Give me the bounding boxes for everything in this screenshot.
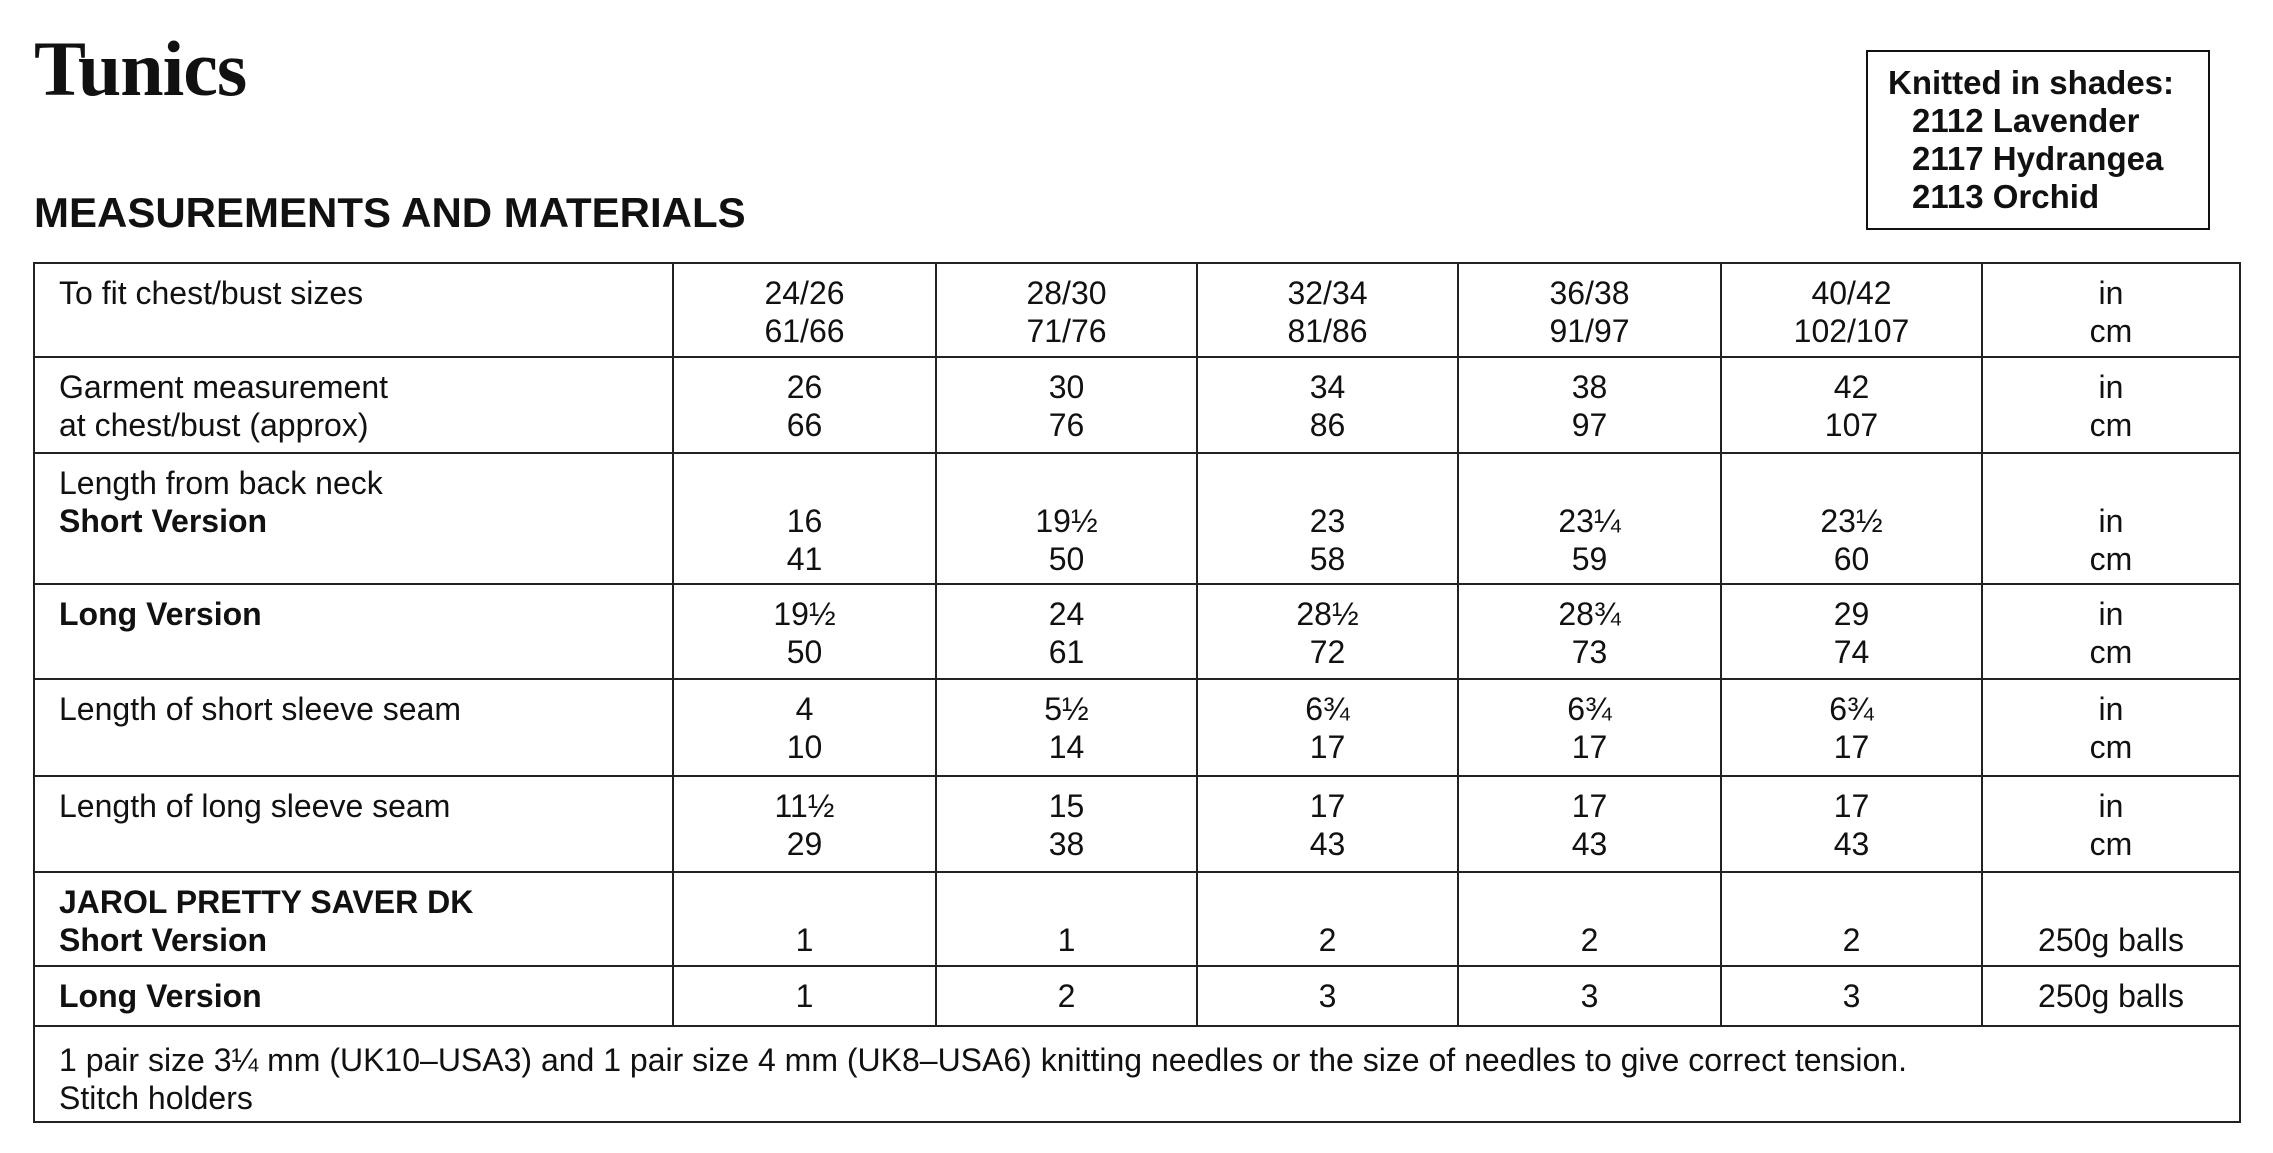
value-cell: 28¾ 73 bbox=[1458, 584, 1721, 679]
unit-cell: 250g balls bbox=[1982, 966, 2240, 1026]
note-line: 1 pair size 3¼ mm (UK10–USA3) and 1 pair size 4 mm (UK8–USA6) knitting needles or the size of needles to give correct tension. bbox=[59, 1042, 1907, 1078]
unit-cell: in cm bbox=[1982, 679, 2240, 776]
value-cell: 36/38 91/97 bbox=[1458, 263, 1721, 357]
unit-cell: 250g balls bbox=[1982, 872, 2240, 966]
value-cell: 3 bbox=[1197, 966, 1458, 1026]
value-cell: 28½ 72 bbox=[1197, 584, 1458, 679]
table-row bbox=[34, 263, 2240, 357]
table-row bbox=[34, 453, 2240, 584]
table-row bbox=[34, 357, 2240, 453]
value-cell: 17 43 bbox=[1197, 776, 1458, 872]
value-cell: 29 74 bbox=[1721, 584, 1982, 679]
value-cell: 2 bbox=[936, 966, 1197, 1026]
row-label: Garment measurement at chest/bust (approx) bbox=[34, 357, 673, 453]
table-row bbox=[34, 584, 2240, 679]
value-cell: 24/26 61/66 bbox=[673, 263, 936, 357]
row-label: JAROL PRETTY SAVER DK Short Version bbox=[34, 872, 673, 966]
value-cell: 3 bbox=[1458, 966, 1721, 1026]
row-label: Length of long sleeve seam bbox=[34, 776, 673, 872]
value-cell: 40/42 102/107 bbox=[1721, 263, 1982, 357]
value-cell: 28/30 71/76 bbox=[936, 263, 1197, 357]
page-title: Tunics bbox=[34, 25, 247, 112]
value-cell: 1 bbox=[936, 872, 1197, 966]
value-cell: 3 bbox=[1721, 966, 1982, 1026]
row-label: Length of short sleeve seam bbox=[34, 679, 673, 776]
shade-item: 2113 Orchid bbox=[1912, 178, 2100, 215]
value-cell: 15 38 bbox=[936, 776, 1197, 872]
value-cell: 6¾ 17 bbox=[1458, 679, 1721, 776]
value-cell: 5½ 14 bbox=[936, 679, 1197, 776]
unit-cell: in cm bbox=[1982, 453, 2240, 584]
value-cell: 2 bbox=[1197, 872, 1458, 966]
value-cell: 23 58 bbox=[1197, 453, 1458, 584]
table-row bbox=[34, 679, 2240, 776]
shades-heading: Knitted in shades: bbox=[1888, 64, 2175, 101]
table-row bbox=[34, 776, 2240, 872]
notes-row bbox=[34, 1026, 2240, 1122]
value-cell: 23¼ 59 bbox=[1458, 453, 1721, 584]
row-label: Long Version bbox=[34, 966, 673, 1026]
table-row bbox=[34, 966, 2240, 1026]
unit-cell: in cm bbox=[1982, 263, 2240, 357]
section-heading: MEASUREMENTS AND MATERIALS bbox=[34, 189, 746, 236]
value-cell: 4 10 bbox=[673, 679, 936, 776]
value-cell: 24 61 bbox=[936, 584, 1197, 679]
shades-box bbox=[1866, 50, 2210, 230]
value-cell: 1 bbox=[673, 966, 936, 1026]
unit-cell: in cm bbox=[1982, 357, 2240, 453]
value-cell: 1 bbox=[673, 872, 936, 966]
value-cell: 19½ 50 bbox=[673, 584, 936, 679]
value-cell: 30 76 bbox=[936, 357, 1197, 453]
value-cell: 32/34 81/86 bbox=[1197, 263, 1458, 357]
value-cell: 23½ 60 bbox=[1721, 453, 1982, 584]
row-label: Length from back neck Short Version bbox=[34, 453, 673, 584]
value-cell: 34 86 bbox=[1197, 357, 1458, 453]
row-label: To fit chest/bust sizes bbox=[34, 263, 673, 357]
value-cell: 26 66 bbox=[673, 357, 936, 453]
note-line: Stitch holders bbox=[59, 1080, 253, 1116]
value-cell: 42 107 bbox=[1721, 357, 1982, 453]
unit-cell: in cm bbox=[1982, 776, 2240, 872]
value-cell: 17 43 bbox=[1721, 776, 1982, 872]
value-cell: 38 97 bbox=[1458, 357, 1721, 453]
value-cell: 19½ 50 bbox=[936, 453, 1197, 584]
row-label: Long Version bbox=[34, 584, 673, 679]
needles-note bbox=[34, 1026, 2240, 1122]
value-cell: 17 43 bbox=[1458, 776, 1721, 872]
unit-cell: in cm bbox=[1982, 584, 2240, 679]
shade-item: 2112 Lavender bbox=[1912, 102, 2140, 139]
table-row bbox=[34, 872, 2240, 966]
value-cell: 16 41 bbox=[673, 453, 936, 584]
value-cell: 6¾ 17 bbox=[1721, 679, 1982, 776]
measurements-table bbox=[33, 262, 2241, 1123]
shade-item: 2117 Hydrangea bbox=[1912, 140, 2164, 177]
value-cell: 11½ 29 bbox=[673, 776, 936, 872]
value-cell: 2 bbox=[1721, 872, 1982, 966]
value-cell: 2 bbox=[1458, 872, 1721, 966]
value-cell: 6¾ 17 bbox=[1197, 679, 1458, 776]
